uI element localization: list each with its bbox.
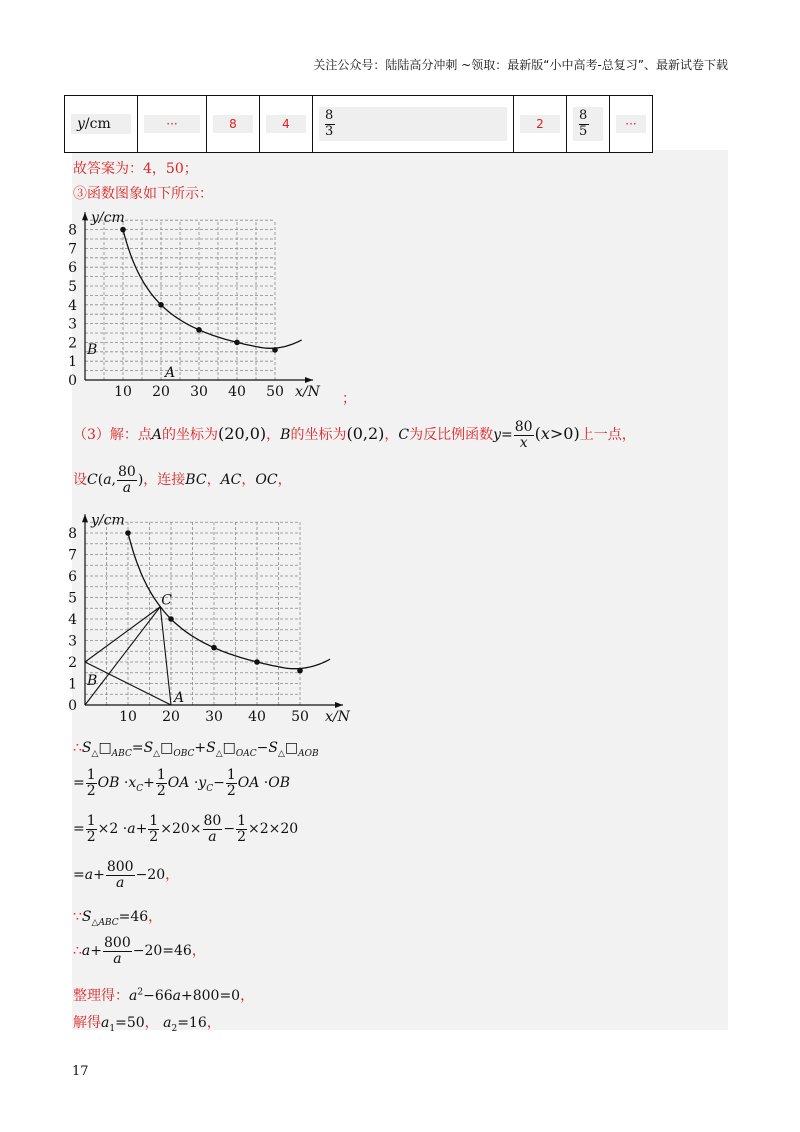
graph-intro: ③函数图象如下所示： xyxy=(73,186,213,202)
triangle-edge xyxy=(85,607,160,662)
y-tick-label: 1 xyxy=(68,676,77,693)
y-tick-label: 5 xyxy=(68,590,77,607)
x-tick-label: 10 xyxy=(119,709,137,725)
x-tick-label: 10 xyxy=(114,384,132,400)
x-axis-label: x/N xyxy=(295,384,320,400)
triangle-edge xyxy=(85,607,160,705)
derivation-line-7: 整理得：$a^2-66a+800=0$， xyxy=(73,987,255,1004)
value-table xyxy=(64,95,653,153)
derivation-line-1: $\therefore S_\triangle□_{ABC}=S_\triangle□_{OBC}+S_\triangle□_{OAC}-S_\triangle□_{AOB}$ xyxy=(73,740,319,759)
row-label: y/cm xyxy=(71,114,131,134)
data-point xyxy=(168,616,174,622)
x-tick-label: 30 xyxy=(205,709,223,725)
point-label-b: B xyxy=(87,673,98,689)
answer-line: 故答案为：4，50； xyxy=(73,161,198,177)
set-c-line: 设C(a, $\frac{80}{a}$ )，连接BC，AC，OC， xyxy=(73,464,292,496)
y-axis-arrow xyxy=(82,514,88,522)
y-tick-label: 5 xyxy=(68,279,77,295)
y-tick-label: 2 xyxy=(68,655,77,671)
table-cell: 8 xyxy=(213,115,253,133)
derivation-line-6: ∴a+ $\frac{800}{a}$ −20=46， xyxy=(73,935,206,967)
y-tick-label: 6 xyxy=(68,260,77,277)
chart-1 xyxy=(60,205,350,405)
x-tick-label: 40 xyxy=(228,384,246,400)
y-tick-label: 8 xyxy=(68,222,77,239)
data-point xyxy=(254,659,260,665)
data-point xyxy=(297,668,303,674)
y-axis-label: y/cm xyxy=(91,512,125,529)
y-tick-label: 0 xyxy=(68,698,77,714)
y-tick-label: 3 xyxy=(68,633,77,650)
point-label-a: A xyxy=(174,690,185,706)
table-cell: 4 xyxy=(266,115,306,133)
y-axis-arrow xyxy=(82,212,88,220)
table-cell-fraction: 8 5 xyxy=(573,107,603,142)
y-tick-label: 7 xyxy=(68,547,77,564)
y-tick-label: 1 xyxy=(68,354,77,371)
y-tick-label: 4 xyxy=(68,297,77,314)
data-point xyxy=(211,645,217,651)
table-row xyxy=(65,96,653,153)
y-tick-label: 8 xyxy=(68,526,77,542)
table-cell: ··· xyxy=(616,115,646,133)
x-axis-arrow xyxy=(335,702,343,708)
page-number: 17 xyxy=(72,1064,89,1079)
point-label-a: A xyxy=(165,365,176,381)
derivation-line-4: =a+ $\frac{800}{a}$ −20， xyxy=(73,859,180,891)
data-point xyxy=(272,347,278,353)
point-label-c: C xyxy=(161,592,172,609)
x-tick-label: 40 xyxy=(248,709,266,725)
derivation-line-5: $\because S_{\triangle ABC}=46$， xyxy=(73,909,163,928)
table-cell-fraction: 8 3 xyxy=(319,107,507,142)
table-cell: 2 xyxy=(520,115,560,133)
y-tick-label: 6 xyxy=(68,569,77,585)
page-header: 关注公众号：陆陆高分冲刺 ~领取：最新版“小中高考-总复习”、最新试卷下载 xyxy=(313,58,728,72)
x-tick-label: 20 xyxy=(162,709,180,725)
chart-2 xyxy=(60,505,390,735)
y-axis-label: y/cm xyxy=(91,210,125,227)
x-tick-label: 50 xyxy=(266,384,284,400)
data-point xyxy=(234,340,240,346)
x-tick-label: 20 xyxy=(152,384,170,400)
x-tick-label: 50 xyxy=(291,709,309,725)
table-cell: ··· xyxy=(144,115,200,133)
part3-line: （3）解：点A的坐标为(20,0)，B的坐标为(0,2)，C为反比例函数y= $\frac{80}{x}$ (x>0)上一点， xyxy=(73,419,636,451)
data-point xyxy=(125,530,131,536)
data-point xyxy=(120,227,126,233)
y-tick-label: 7 xyxy=(68,241,77,258)
semicolon: ； xyxy=(342,391,356,407)
y-tick-label: 3 xyxy=(68,316,77,333)
data-point xyxy=(196,327,202,333)
x-tick-label: 30 xyxy=(190,384,208,400)
y-tick-label: 2 xyxy=(68,335,77,352)
y-tick-label: 4 xyxy=(68,612,77,628)
x-axis-label: x/N xyxy=(325,709,350,725)
derivation-line-3: = $\frac{1}{2}$ ×2 ·a+ $\frac{1}{2}$ ×20× $\frac{80}{a}$ − $\frac{1}{2}$ ×2×20 xyxy=(73,813,299,845)
x-axis-arrow xyxy=(305,377,313,383)
derivation-line-8: 解得$a_1=50$， $a_2=16$， xyxy=(73,1015,221,1034)
point-label-b: B xyxy=(87,342,98,358)
derivation-line-2: = $\frac{1}{2}$ OB $\cdot x_C+$ $\frac{1}{2}$ OA $\cdot y_C-$ $\frac{1}{2}$ OA ·OB xyxy=(73,767,291,799)
y-tick-label: 0 xyxy=(68,373,77,389)
triangle-edge xyxy=(160,607,171,705)
data-point xyxy=(158,302,164,308)
